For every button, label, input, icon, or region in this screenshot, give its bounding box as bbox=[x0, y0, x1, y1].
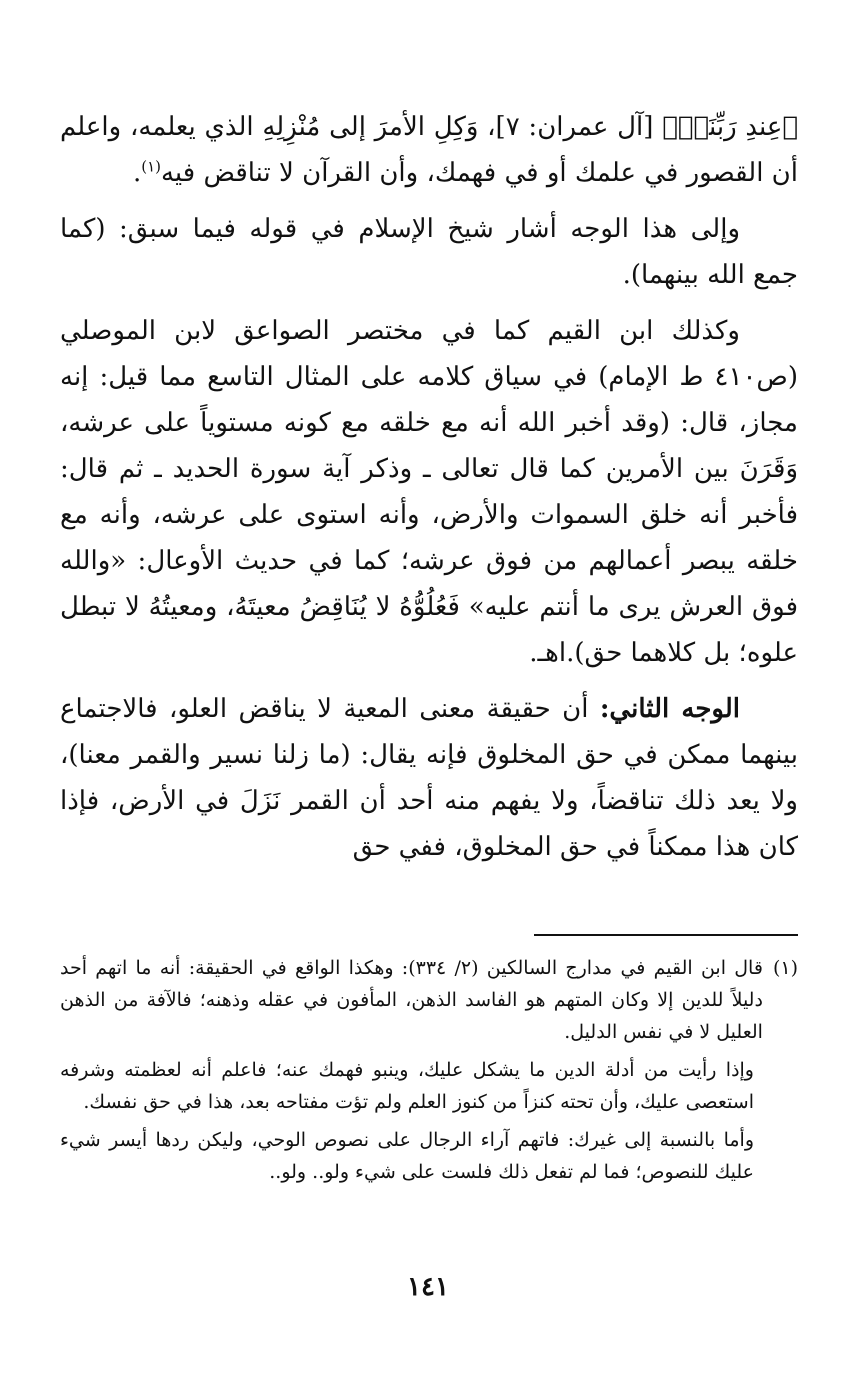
footnote-1-text: قال ابن القيم في مدارج السالكين (٢/ ٣٣٤): وهكذا الواقع في الحقيقة: أنه ما اتهم أحد دليلاً للدين إلا وكان المتهم هو الفاسد الذهن، المأفون في عقله وذهنه؛ فالآفة من الذهن العليل لا في نفس الدليل. bbox=[60, 957, 763, 1043]
paragraph-1-text: وَكِلِ الأمرَ إلى مُنْزِلِهِ الذي يعلمه، واعلم أن القصور في علمك أو في فهمك، وأن القرآن لا تناقض فيه bbox=[60, 112, 798, 188]
footnote-marker: (١) bbox=[141, 157, 161, 176]
footnote-1 bbox=[60, 952, 798, 1048]
paragraph-3: وكذلك ابن القيم كما في مختصر الصواعق لابن الموصلي (ص٤١٠ ط الإمام) في سياق كلامه على المثال التاسع مما قيل: إنه مجاز، قال: (وقد أخبر الله أنه مع خلقه مع كونه مستوياً على عرشه، وَقَرَنَ بين الأمرين كما قال تعالى ـ وذكر آية سورة الحديد ـ ثم قال: فأخبر أنه خلق السموات والأرض، وأنه استوى على عرشه، وأنه مع خلقه يبصر أعمالهم من فوق عرشه؛ كما في حديث الأوعال: «والله فوق العرش يرى ما أنتم عليه» فَعُلُوُّهُ لا يُنَاقِضُ معيتَهُ، ومعيتُهُ لا تبطل علوه؛ بل كلاهما حق).اهـ. bbox=[60, 316, 798, 668]
paragraph-2: وإلى هذا الوجه أشار شيخ الإسلام في قوله فيما سبق: (كما جمع الله بينهما). bbox=[60, 214, 798, 290]
verse-reference: [آل عمران: ٧]، bbox=[487, 112, 654, 142]
paragraph-1-end: . bbox=[132, 158, 142, 188]
footnote-number: (١) bbox=[772, 957, 798, 979]
main-text bbox=[60, 104, 798, 880]
footnote-1-paragraph-3: وأما بالنسبة إلى غيرك: فاتهم آراء الرجال على نصوص الوحي، وليكن ردها أيسر شيء عليك للنصوص؛ فما لم تفعل ذلك فلست على شيء ولو.. ولو.. bbox=[60, 1129, 754, 1183]
footnote-divider bbox=[534, 934, 798, 936]
footnote-1-paragraph-2: وإذا رأيت من أدلة الدين ما يشكل عليك، وينبو فهمك عنه؛ فاعلم أنه لعظمته وشرفه استعصى عليك، وأن تحته كنزاً من كنوز العلم ولم تؤت مفتاحه بعد، هذا في حق نفسك. bbox=[60, 1059, 754, 1113]
page-number: ١٤١ bbox=[407, 1272, 449, 1302]
paragraph-1 bbox=[60, 104, 798, 196]
paragraph-4-text: أن حقيقة معنى المعية لا يناقض العلو، فالاجتماع بينهما ممكن في حق المخلوق فإنه يقال: (ما زلنا نسير والقمر معنا)، ولا يعد ذلك تناقضاً، ولا يفهم منه أحد أن القمر نَزَلَ في الأرض، فإذا كان هذا ممكناً في حق المخلوق، ففي حق bbox=[60, 694, 798, 862]
section-heading: الوجه الثاني: bbox=[599, 694, 741, 724]
paragraph-4 bbox=[60, 686, 798, 870]
quran-verse-tail: ﴿عِندِ رَبِّنَاۗ﴾ bbox=[662, 112, 798, 142]
footnotes bbox=[60, 952, 798, 1194]
